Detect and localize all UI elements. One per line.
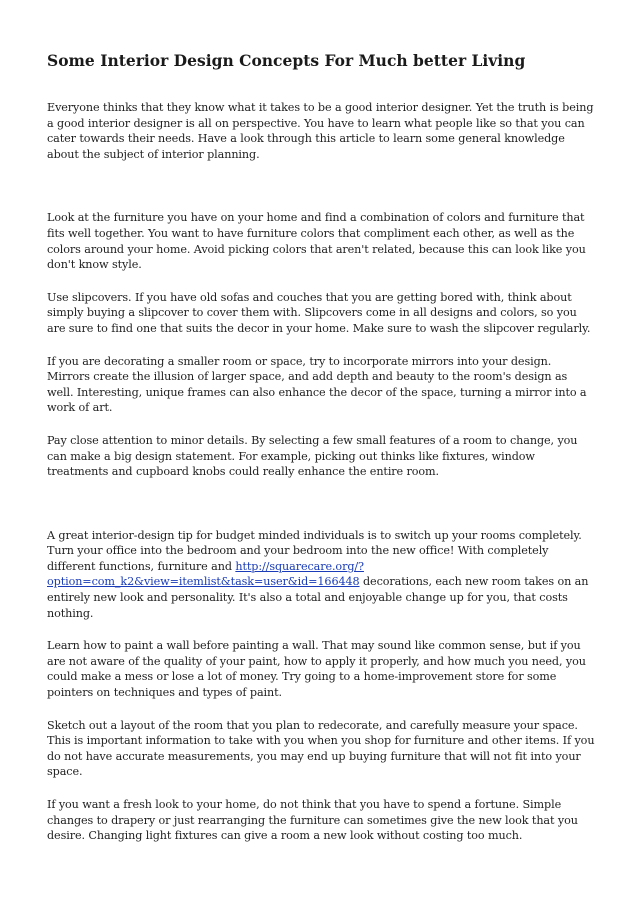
paragraph-minor-details: Pay close attention to minor details. By selecting a few small features of a room to change, you can make a big design statement. For example, picking out thinks like fixtures, window treatments and cupboard knobs could really enhance the entire room. [47,433,578,479]
paragraph-intro: Everyone thinks that they know what it takes to be a good interior designer. Yet the truth is being a good interior designer is all on perspective. You have to learn what people like so that you can cater towards their needs. Have a look through this article to learn some general knowledge about the subject of interior planning. [47,101,594,161]
paragraph-switch-rooms [47,528,595,622]
paragraph-furniture-colors: Look at the furniture you have on your home and find a combination of colors and furniture that fits well together. You want to have furniture colors that compliment each other, as well as the colors around your home. Avoid picking colors that aren't related, because this can look like you don't know style. [47,211,586,272]
document-title: Some Interior Design Concepts For Much better Living [47,51,526,70]
squarecare-link[interactable]: http://squarecare.org/?option=com_k2&view=itemlist&task=user&id=166448 [47,559,364,589]
document-body [47,100,595,861]
paragraph-switch-rooms-before: A great interior-design tip for budget minded individuals is to switch up your rooms completely. Turn your office into the bedroom and your bedroom into the new office! With completely different functions, furniture and [47,528,582,573]
paragraph-fresh-look: If you want a fresh look to your home, do not think that you have to spend a fortune. Simple changes to drapery or just rearranging the furniture can sometimes give the new look that you desire. Changing light fixtures can give a room a new look without costing too much. [47,798,578,843]
paragraph-switch-rooms-after: decorations, each new room takes on an entirely new look and personality. It's also a total and enjoyable change up for you, that costs nothing. [47,575,589,620]
paragraph-paint-wall: Learn how to paint a wall before painting a wall. That may sound like common sense, but if you are not aware of the quality of your paint, how to apply it properly, and how much you need, you could make a mess or lose a lot of money. Try going to a home-improvement store for some pointers on techniques and types of paint. [47,639,586,700]
paragraph-mirrors: If you are decorating a smaller room or space, try to incorporate mirrors into your design. Mirrors create the illusion of larger space, and add depth and beauty to the room's design as well. Interesting, unique frames can also enhance the decor of the space, turning a mirror into a work of art. [47,354,587,415]
paragraph-slipcovers: Use slipcovers. If you have old sofas and couches that you are getting bored with, think about simply buying a slipcover to cover them with. Slipcovers come in all designs and colors, so you are sure to find one that suits the decor in your home. Make sure to wash the slipcover regularly. [47,290,591,335]
paragraph-layout-measure: Sketch out a layout of the room that you plan to redecorate, and carefully measure your space. This is important information to take with you when you shop for furniture and other items. If you do not have accurate measurements, you may end up buying furniture that will not fit into your space. [47,718,595,779]
